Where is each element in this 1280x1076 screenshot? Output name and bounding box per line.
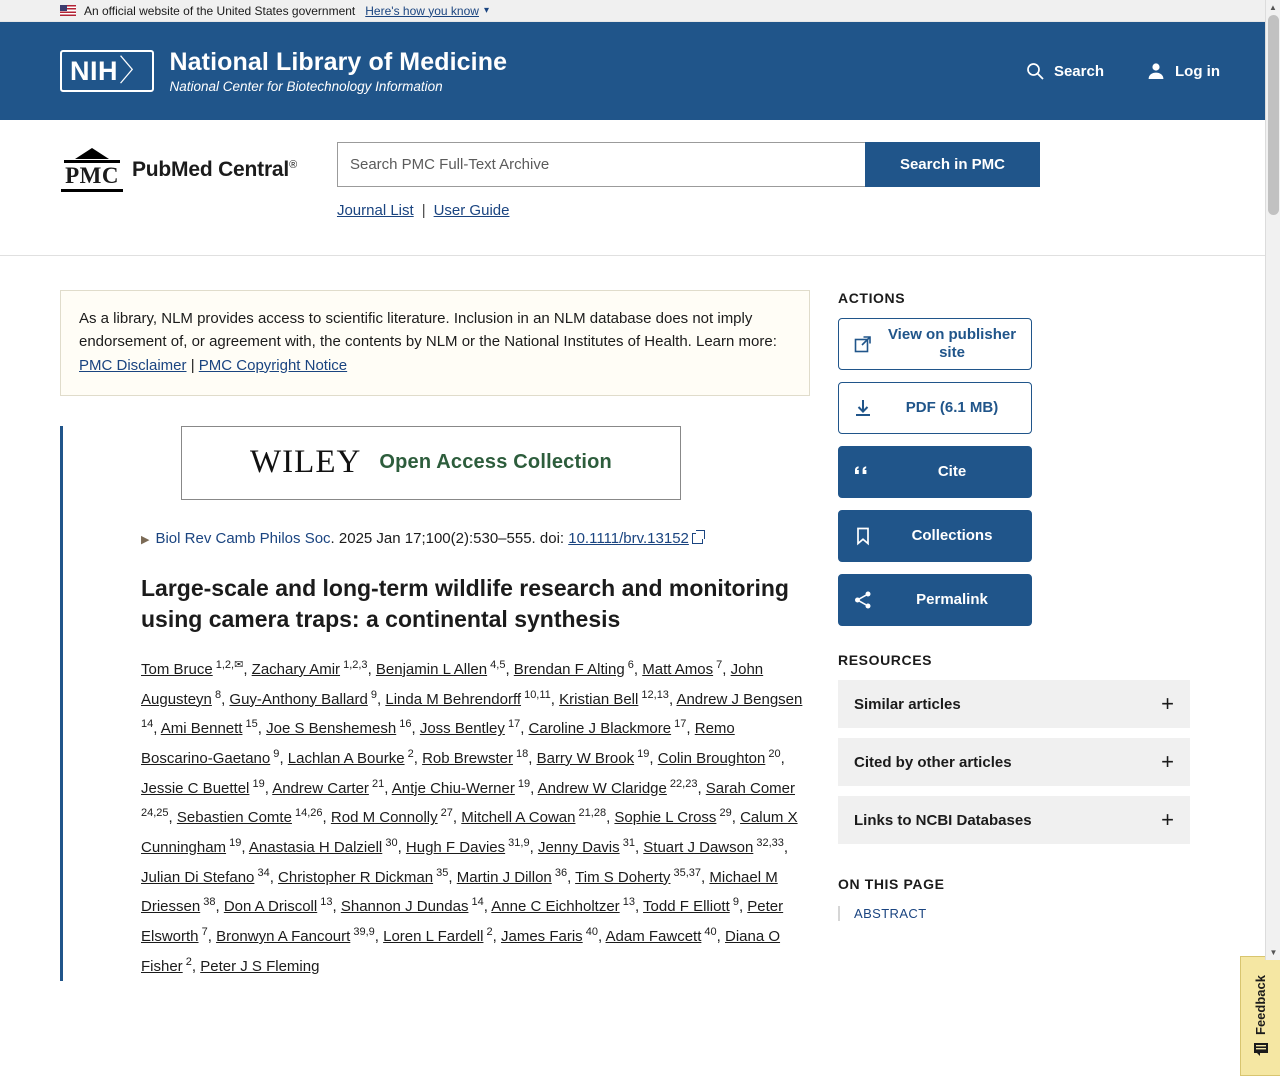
author-affiliation-marker: 14 bbox=[468, 896, 484, 909]
author-affiliation-marker: 31 bbox=[619, 836, 635, 849]
pmc-logo-letters: PMC bbox=[65, 163, 119, 188]
author-link[interactable]: Andrew W Claridge bbox=[537, 779, 667, 797]
header-search-button[interactable] bbox=[1025, 61, 1104, 81]
chevron-down-icon[interactable]: ▾ bbox=[483, 5, 489, 16]
author-link[interactable]: Todd F Elliott bbox=[643, 898, 730, 916]
author-link[interactable]: Remo Boscarino-Gaetano bbox=[141, 720, 735, 767]
author-affiliation-marker: 13 bbox=[619, 896, 635, 909]
author-affiliation-marker: 7 bbox=[198, 926, 208, 939]
author-affiliation-marker: 19 bbox=[226, 836, 242, 849]
feedback-icon bbox=[1253, 1041, 1269, 1057]
wiley-wordmark: WILEY bbox=[250, 444, 362, 481]
author-affiliation-marker: 2 bbox=[404, 747, 414, 760]
pmc-logo-icon bbox=[60, 148, 124, 192]
nlm-disclaimer bbox=[60, 290, 810, 396]
author-affiliation-marker: 15 bbox=[242, 718, 258, 731]
author-link[interactable]: Sebastien Comte bbox=[176, 809, 292, 827]
disclaimer-separator: | bbox=[190, 356, 195, 374]
author-link[interactable]: Kristian Bell bbox=[559, 690, 639, 708]
author-link[interactable]: James Faris bbox=[501, 928, 583, 946]
author-link[interactable]: Stuart J Dawson bbox=[643, 838, 754, 856]
author-affiliation-marker: 18 bbox=[512, 747, 529, 760]
doi-link[interactable]: 10.1111/brv.13152 bbox=[568, 529, 689, 547]
author-link[interactable]: Shannon J Dundas bbox=[340, 898, 469, 916]
pmc-brand-name: PubMed Central bbox=[132, 158, 290, 181]
author-affiliation-marker: 17 bbox=[504, 718, 521, 731]
author-affiliation-marker: 17 bbox=[671, 718, 687, 731]
cited-by-label: Cited by other articles bbox=[854, 753, 1012, 771]
scroll-up-icon[interactable]: ▲ bbox=[1269, 3, 1277, 12]
author-link[interactable]: Adam Fawcett bbox=[605, 928, 702, 946]
author-affiliation-marker: 12,13 bbox=[638, 688, 669, 701]
citation-line bbox=[141, 530, 810, 547]
collections-label: Collections bbox=[911, 527, 993, 544]
author-link[interactable]: Julian Di Stefano bbox=[141, 868, 255, 886]
us-flag-icon bbox=[60, 5, 76, 16]
pdf-download-label: PDF (6.1 MB) bbox=[905, 399, 999, 416]
author-link[interactable]: John Augusteyn bbox=[141, 660, 764, 708]
author-affiliation-marker: 4,5 bbox=[487, 658, 506, 671]
cite-label: Cite bbox=[937, 463, 967, 480]
author-link[interactable]: Christopher R Dickman bbox=[278, 868, 434, 886]
permalink-label: Permalink bbox=[916, 591, 988, 608]
publisher-banner[interactable] bbox=[181, 426, 681, 500]
scrollbar-thumb[interactable] bbox=[1268, 15, 1279, 215]
article-title: Large-scale and long-term wildlife research and monitoring using camera traps: a continental synthesis bbox=[141, 574, 789, 632]
author-affiliation-marker: 21 bbox=[368, 777, 385, 790]
author-link[interactable]: Jenny Davis bbox=[537, 838, 620, 856]
collections-button[interactable] bbox=[838, 510, 1032, 562]
pmc-disclaimer-link[interactable]: PMC Disclaimer bbox=[79, 356, 187, 374]
pmc-brand-registered: ® bbox=[289, 159, 297, 171]
author-affiliation-marker: 21,28 bbox=[575, 807, 607, 820]
pdf-download-button[interactable] bbox=[838, 382, 1032, 434]
author-affiliation-marker: 30 bbox=[382, 836, 398, 849]
download-icon bbox=[853, 398, 873, 418]
author-affiliation-marker: 19 bbox=[514, 777, 531, 790]
author-link[interactable]: Loren L Fardell bbox=[383, 928, 484, 946]
links-separator: | bbox=[421, 202, 426, 219]
author-link[interactable]: Peter J S Fleming bbox=[200, 957, 320, 975]
author-affiliation-marker: 20 bbox=[765, 747, 781, 760]
author-affiliation-marker: 35,37 bbox=[670, 866, 702, 879]
author-affiliation-marker: 8 bbox=[211, 688, 222, 701]
author-affiliation-marker: 36 bbox=[551, 866, 568, 879]
search-in-pmc-button[interactable]: Search in PMC bbox=[865, 142, 1040, 187]
disclaimer-text: As a library, NLM provides access to scientific literature. Inclusion in an NLM database does not imply endorsement of, or agreement with, the contents by NLM or the National Institutes of Health. Learn more: bbox=[79, 310, 777, 351]
author-affiliation-marker: 19 bbox=[249, 777, 265, 790]
plus-icon[interactable]: + bbox=[1161, 691, 1174, 716]
permalink-button[interactable] bbox=[838, 574, 1032, 626]
author-affiliation-marker: 40 bbox=[582, 926, 598, 939]
search-input[interactable] bbox=[337, 142, 865, 187]
author-affiliation-marker: 9 bbox=[729, 896, 739, 909]
header-login-button[interactable] bbox=[1146, 61, 1220, 81]
author-link[interactable]: Calum X Cunningham bbox=[141, 809, 798, 856]
similar-articles-label: Similar articles bbox=[854, 695, 961, 713]
header-search-label: Search bbox=[1053, 62, 1104, 80]
author-link[interactable]: Jessie C Buettel bbox=[141, 779, 250, 797]
author-link[interactable]: Bronwyn A Fancourt bbox=[216, 928, 351, 946]
author-link[interactable]: Benjamin L Allen bbox=[375, 660, 488, 678]
header-login-label: Log in bbox=[1175, 62, 1220, 80]
author-affiliation-marker: 14 bbox=[141, 718, 154, 731]
author-link[interactable]: Brendan F Alting bbox=[513, 660, 625, 678]
bookmark-icon bbox=[853, 526, 873, 546]
author-affiliation-marker: 2 bbox=[483, 926, 493, 939]
nlm-title: National Library of Medicine bbox=[169, 48, 508, 77]
nih-header bbox=[0, 22, 1280, 120]
author-link[interactable]: Ami Bennett bbox=[160, 720, 243, 738]
author-affiliation-marker: 1,2,3 bbox=[340, 658, 368, 671]
search-icon bbox=[1025, 61, 1045, 81]
scroll-down-icon[interactable]: ▼ bbox=[1269, 948, 1278, 957]
nlm-subtitle: National Center for Biotechnology Information bbox=[169, 78, 443, 94]
pmc-search-bar bbox=[0, 120, 1280, 256]
author-affiliation-marker: 34 bbox=[254, 866, 270, 879]
author-link[interactable]: Sophie L Cross bbox=[614, 809, 717, 827]
author-link[interactable]: Tom Bruce bbox=[141, 660, 213, 678]
user-guide-link[interactable]: User Guide bbox=[433, 202, 510, 219]
author-affiliation-marker: 6 bbox=[624, 658, 634, 671]
author-affiliation-marker: 40 bbox=[701, 926, 717, 939]
author-link[interactable]: Peter Elsworth bbox=[141, 898, 784, 946]
article-container bbox=[60, 426, 810, 982]
author-link[interactable]: Andrew J Bengsen bbox=[676, 690, 803, 708]
author-affiliation-marker: 24,25 bbox=[141, 807, 169, 820]
cited-by-other-articles-accordion[interactable] bbox=[838, 738, 1190, 786]
author-link[interactable]: Matt Amos bbox=[642, 660, 714, 678]
author-affiliation-marker: 39,9 bbox=[350, 926, 375, 939]
author-link[interactable]: Michael M Driessen bbox=[141, 868, 778, 916]
author-link[interactable]: Mitchell A Cowan bbox=[461, 809, 576, 827]
journal-name[interactable]: Biol Rev Camb Philos Soc bbox=[155, 529, 331, 547]
author-link[interactable]: Hugh F Davies bbox=[405, 838, 506, 856]
author-affiliation-marker: 9 bbox=[367, 688, 378, 701]
user-icon bbox=[1146, 61, 1166, 81]
author-link[interactable]: Anastasia H Dalziell bbox=[248, 838, 383, 856]
main-column bbox=[60, 290, 810, 981]
author-affiliation-marker: 35 bbox=[433, 866, 449, 879]
author-affiliation-marker: 27 bbox=[437, 807, 453, 820]
triangle-right-icon[interactable]: ▶ bbox=[141, 533, 150, 546]
author-affiliation-marker: 29 bbox=[716, 807, 732, 820]
pmc-copyright-notice-link[interactable]: PMC Copyright Notice bbox=[198, 356, 348, 374]
ncbi-links-label: Links to NCBI Databases bbox=[854, 811, 1032, 829]
how-you-know-link[interactable]: Here's how you know bbox=[365, 3, 479, 18]
author-link[interactable]: Caroline J Blackmore bbox=[528, 720, 672, 738]
author-link[interactable]: Anne C Eichholtzer bbox=[491, 898, 620, 916]
author-affiliation-marker: 16 bbox=[396, 718, 412, 731]
plus-icon[interactable]: + bbox=[1161, 807, 1174, 832]
cite-button[interactable] bbox=[838, 446, 1032, 498]
links-to-ncbi-databases-accordion[interactable] bbox=[838, 796, 1190, 844]
author-affiliation-marker: 9 bbox=[270, 747, 280, 760]
on-this-page-list bbox=[838, 906, 1220, 921]
author-link[interactable]: Diana O Fisher bbox=[141, 928, 781, 975]
nih-badge bbox=[60, 50, 154, 92]
view-on-publisher-site-label: View on publisher site bbox=[887, 326, 1017, 361]
author-link[interactable]: Colin Broughton bbox=[657, 749, 766, 767]
author-affiliation-marker: 19 bbox=[634, 747, 650, 760]
author-link[interactable]: Sarah Comer bbox=[705, 779, 795, 797]
page-body bbox=[0, 256, 1280, 1035]
author-link[interactable]: Zachary Amir bbox=[251, 660, 341, 678]
author-affiliation-marker: 38 bbox=[200, 896, 216, 909]
author-link[interactable]: Joe S Benshemesh bbox=[266, 720, 397, 738]
author-affiliation-marker: 10,11 bbox=[521, 688, 551, 701]
on-this-page-item-abstract[interactable]: ABSTRACT bbox=[854, 906, 927, 921]
author-affiliation-marker: 7 bbox=[713, 658, 723, 671]
author-affiliation-marker: 14,26 bbox=[291, 807, 323, 820]
feedback-tab[interactable] bbox=[1240, 956, 1280, 1076]
feedback-label: Feedback bbox=[1253, 975, 1268, 1035]
pmc-home-link[interactable] bbox=[60, 148, 297, 192]
author-affiliation-marker: 2 bbox=[182, 955, 192, 968]
citation-detail: . 2025 Jan 17;100(2):530–555. doi: bbox=[330, 529, 569, 547]
author-link[interactable]: Andrew Carter bbox=[272, 779, 369, 797]
author-link[interactable]: Martin J Dillon bbox=[456, 868, 552, 886]
on-this-page-heading: ON THIS PAGE bbox=[838, 876, 945, 892]
author-link[interactable]: Don A Driscoll bbox=[223, 898, 318, 916]
external-link-icon bbox=[853, 334, 873, 354]
page-scrollbar[interactable] bbox=[1265, 0, 1280, 960]
author-link[interactable]: Guy-Anthony Ballard bbox=[229, 690, 368, 708]
external-link-icon bbox=[692, 533, 703, 544]
author-link[interactable]: Joss Bentley bbox=[419, 720, 505, 738]
nih-logo[interactable] bbox=[60, 48, 507, 94]
similar-articles-accordion[interactable] bbox=[838, 680, 1190, 728]
gov-banner-text: An official website of the United States government bbox=[84, 3, 356, 18]
author-link[interactable]: Tim S Doherty bbox=[575, 868, 671, 886]
author-affiliation-marker: 1,2, bbox=[212, 658, 235, 671]
share-icon bbox=[853, 590, 873, 610]
author-affiliation-marker: 32,33 bbox=[753, 836, 784, 849]
author-affiliation-marker: 22,23 bbox=[666, 777, 698, 790]
author-link[interactable]: Lachlan A Bourke bbox=[287, 749, 405, 767]
journal-list-link[interactable]: Journal List bbox=[336, 202, 414, 219]
resources-section bbox=[838, 652, 1220, 844]
author-link[interactable]: Antje Chiu-Werner bbox=[391, 779, 515, 797]
actions-heading: ACTIONS bbox=[838, 290, 906, 306]
author-link[interactable]: Rob Brewster bbox=[422, 749, 513, 767]
nih-badge-arrow-icon: 〉 bbox=[119, 54, 150, 88]
author-link[interactable]: Barry W Brook bbox=[536, 749, 635, 767]
gov-banner bbox=[0, 0, 1280, 22]
author-link[interactable]: Rod M Connolly bbox=[330, 809, 438, 827]
nih-badge-text: NIH bbox=[70, 55, 118, 86]
author-list: Tom Bruce $^{1,2,✉}$, Zachary Amir $^{1,2,3}$, Benjamin L Allen $^{4,5}$, Brendan F Alting $^6$, Matt Amos $^7$, John Augusteyn $^8$, Guy-Anthony Ballard $^9$, Linda M Behrendorff $^{10,11}$, Kristian Bell $^{12,13}$, Andrew J Bengsen $^{14}$, Ami Bennett $^{15}$, Joe S Benshemesh $^{16}$, Joss Bentley $^{17}$, Caroline J Blackmore $^{17}$, Remo Boscarino-Gaetano $^9$, Lachlan A Bourke $^2$, Rob Brewster $^{18}$, Barry W Brook $^{19}$, Colin Broughton $^{20}$, Jessie C Buettel $^{19}$, Andrew Carter $^{21}$, Antje Chiu-Werner $^{19}$, Andrew W Claridge $^{22,23}$, Sarah Comer $^{24,25}$, Sebastien Comte $^{14,26}$, Rod M Connolly $^{27}$, Mitchell A Cowan $^{21,28}$, Sophie L Cross $^{29}$, Calum X Cunningham $^{19}$, Anastasia H Dalziell $^{30}$, Hugh F Davies $^{31,9}$, Jenny Davis $^{31}$, Stuart J Dawson $^{32,33}$, Julian Di Stefano $^{34}$, Christopher R Dickman $^{35}$, Martin J Dillon $^{36}$, Tim S Doherty $^{35,37}$, Michael M Driessen $^{38}$, Don A Driscoll $^{13}$, Shannon J Dundas $^{14}$, Anne C Eichholtzer $^{13}$, Todd F Elliott $^9$, Peter Elsworth $^7$, Bronwyn A Fancourt $^{39,9}$, Loren L Fardell $^2$, James Faris $^{40}$, Adam Fawcett $^{40}$, Diana O Fisher $^2$, Peter J S Fleming bbox=[141, 658, 803, 975]
author-affiliation-marker: 31,9 bbox=[505, 836, 530, 849]
quote-icon bbox=[853, 462, 873, 482]
sidebar bbox=[838, 290, 1220, 981]
envelope-icon[interactable]: ✉ bbox=[234, 658, 244, 671]
view-on-publisher-site-button[interactable] bbox=[838, 318, 1032, 370]
open-access-collection-label: Open Access Collection bbox=[379, 451, 612, 474]
author-link[interactable]: Linda M Behrendorff bbox=[385, 690, 522, 708]
plus-icon[interactable]: + bbox=[1161, 749, 1174, 774]
author-affiliation-marker: 13 bbox=[317, 896, 333, 909]
resources-heading: RESOURCES bbox=[838, 652, 933, 668]
